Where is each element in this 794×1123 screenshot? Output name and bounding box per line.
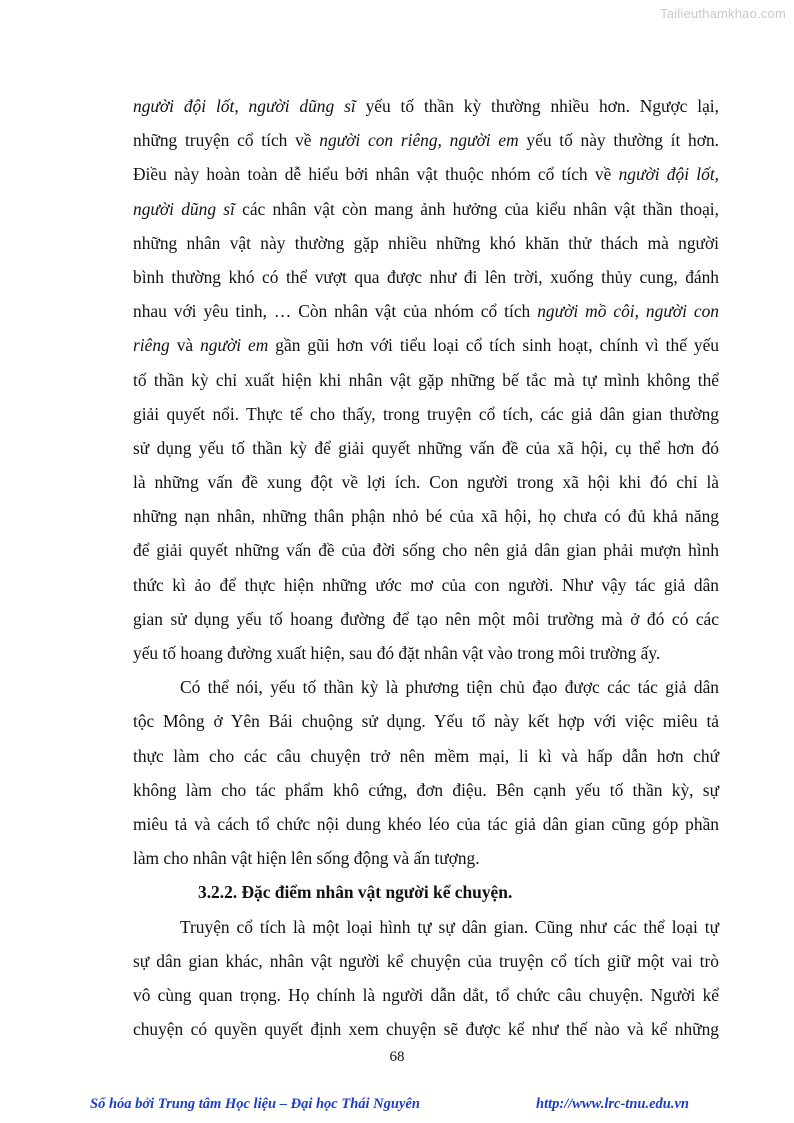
text-line bbox=[133, 89, 719, 123]
text-segment: gian sử dụng yếu tố hoang đường để tạo nên một môi trường mà ở đó có các bbox=[133, 608, 719, 629]
text-segment: sự dân gian khác, nhân vật người kể chuyện của truyện cổ tích giữ một vai trò bbox=[133, 950, 719, 971]
italic-text: người đội lốt, bbox=[618, 164, 719, 185]
document-body bbox=[133, 89, 719, 1046]
text-segment: những truyện cổ tích về bbox=[133, 130, 320, 151]
text-segment: là những vấn đề xung đột về lợi ích. Con người trong xã hội khi đó chỉ là bbox=[133, 472, 719, 493]
section-heading bbox=[133, 875, 719, 909]
text-line bbox=[133, 1012, 719, 1046]
text-line bbox=[133, 363, 719, 397]
italic-text: người em bbox=[200, 335, 269, 356]
text-line bbox=[133, 841, 719, 875]
text-segment: để giải quyết những vấn đề của đời sống cho nên giả dân gian phải mượn hình bbox=[133, 540, 719, 561]
text-segment: sử dụng yếu tố thần kỳ để giải quyết những vấn đề của xã hội, cụ thể hơn đó bbox=[133, 437, 719, 458]
text-line bbox=[133, 944, 719, 978]
italic-text: riêng bbox=[133, 335, 170, 356]
text-segment: yếu tố thần kỳ thường nhiều hơn. Ngược lại, bbox=[355, 96, 719, 116]
text-segment: tố thần kỳ chỉ xuất hiện khi nhân vật gặp những bế tắc mà tự mình không thể bbox=[133, 369, 719, 390]
text-line bbox=[133, 328, 719, 362]
text-line bbox=[133, 123, 719, 157]
text-segment: thức kì ảo để thực hiện những ước mơ của con người. Như vậy tác giả dân bbox=[133, 574, 719, 595]
page-number: 68 bbox=[389, 1049, 405, 1065]
text-line bbox=[133, 773, 719, 807]
text-line bbox=[133, 704, 719, 738]
text-segment: 3.2.2. Đặc điểm nhân vật người kể chuyện. bbox=[198, 882, 513, 903]
text-line bbox=[133, 157, 719, 191]
text-line bbox=[133, 739, 719, 773]
text-line bbox=[133, 670, 719, 704]
text-segment: những nạn nhân, những thân phận nhỏ bé của xã hội, họ chưa có đủ khả năng bbox=[133, 506, 719, 527]
text-line bbox=[133, 602, 719, 636]
text-line bbox=[133, 568, 719, 602]
text-segment: tộc Mông ở Yên Bái chuộng sử dụng. Yếu tố này kết hợp với việc miêu tả bbox=[133, 711, 719, 732]
text-segment: miêu tả và cách tổ chức nội dung khéo léo của tác giả dân gian cũng góp phần bbox=[133, 813, 719, 834]
text-segment: thực làm cho các câu chuyện trở nên mềm mại, li kì và hấp dẫn hơn chứ bbox=[133, 745, 719, 766]
footer-url[interactable]: http://www.lrc-tnu.edu.vn bbox=[536, 1096, 689, 1112]
text-segment: gần gũi hơn với tiểu loại cổ tích sinh hoạt, chính vì thế yếu bbox=[268, 335, 719, 356]
text-segment: yếu tố này thường ít hơn. bbox=[518, 130, 719, 151]
text-line bbox=[133, 431, 719, 465]
text-segment: không làm cho tác phẩm khô cứng, đơn điệu. Bên cạnh yếu tố thần kỳ, sự bbox=[133, 779, 719, 800]
text-segment: Có thể nói, yếu tố thần kỳ là phương tiện chủ đạo được các tác giả dân bbox=[180, 677, 719, 698]
italic-text: người mồ côi, người con bbox=[537, 301, 719, 322]
text-line bbox=[133, 260, 719, 294]
text-segment: các nhân vật còn mang ảnh hưởng của kiểu nhân vật thần thoại, bbox=[234, 198, 719, 219]
text-line bbox=[133, 192, 719, 226]
text-line bbox=[133, 807, 719, 841]
text-segment: những nhân vật này thường gặp nhiều những khó khăn thử thách mà người bbox=[133, 232, 719, 253]
footer-source: Số hóa bởi Trung tâm Học liệu – Đại học Thái Nguyên bbox=[90, 1096, 420, 1112]
text-segment: vô cùng quan trọng. Họ chính là người dẫn dắt, tổ chức câu chuyện. Người kể bbox=[133, 984, 719, 1005]
text-line bbox=[133, 910, 719, 944]
text-segment: bình thường khó có thể vượt qua được như đi lên trời, xuống thủy cung, đánh bbox=[133, 266, 719, 287]
text-line bbox=[133, 226, 719, 260]
text-line bbox=[133, 636, 719, 670]
text-line bbox=[133, 294, 719, 328]
text-segment: chuyện có quyền quyết định xem chuyện sẽ được kể như thế nào và kể những bbox=[133, 1019, 719, 1040]
text-line bbox=[133, 978, 719, 1012]
text-line bbox=[133, 533, 719, 567]
text-segment: và bbox=[169, 335, 201, 356]
italic-text: người đội lốt, người dũng sĩ bbox=[133, 96, 356, 116]
italic-text: người dũng sĩ bbox=[133, 198, 235, 219]
text-segment: Điều này hoàn toàn dễ hiểu bởi nhân vật thuộc nhóm cổ tích về bbox=[133, 164, 619, 185]
text-segment: yếu tố hoang đường xuất hiện, sau đó đặt nhân vật vào trong môi trường ấy. bbox=[133, 643, 661, 663]
watermark: Tailieuthamkhao.com bbox=[660, 6, 786, 21]
text-segment: Truyện cổ tích là một loại hình tự sự dân gian. Cũng như các thể loại tự bbox=[180, 916, 719, 937]
text-line bbox=[133, 499, 719, 533]
text-segment: giải quyết nổi. Thực tế cho thấy, trong truyện cổ tích, các giả dân gian thường bbox=[133, 403, 719, 424]
text-line bbox=[133, 397, 719, 431]
italic-text: người con riêng, người em bbox=[319, 130, 519, 151]
text-segment: làm cho nhân vật hiện lên sống động và ấn tượng. bbox=[133, 848, 480, 869]
text-segment: nhau với yêu tinh, … Còn nhân vật của nhóm cổ tích bbox=[133, 301, 538, 322]
text-line bbox=[133, 465, 719, 499]
